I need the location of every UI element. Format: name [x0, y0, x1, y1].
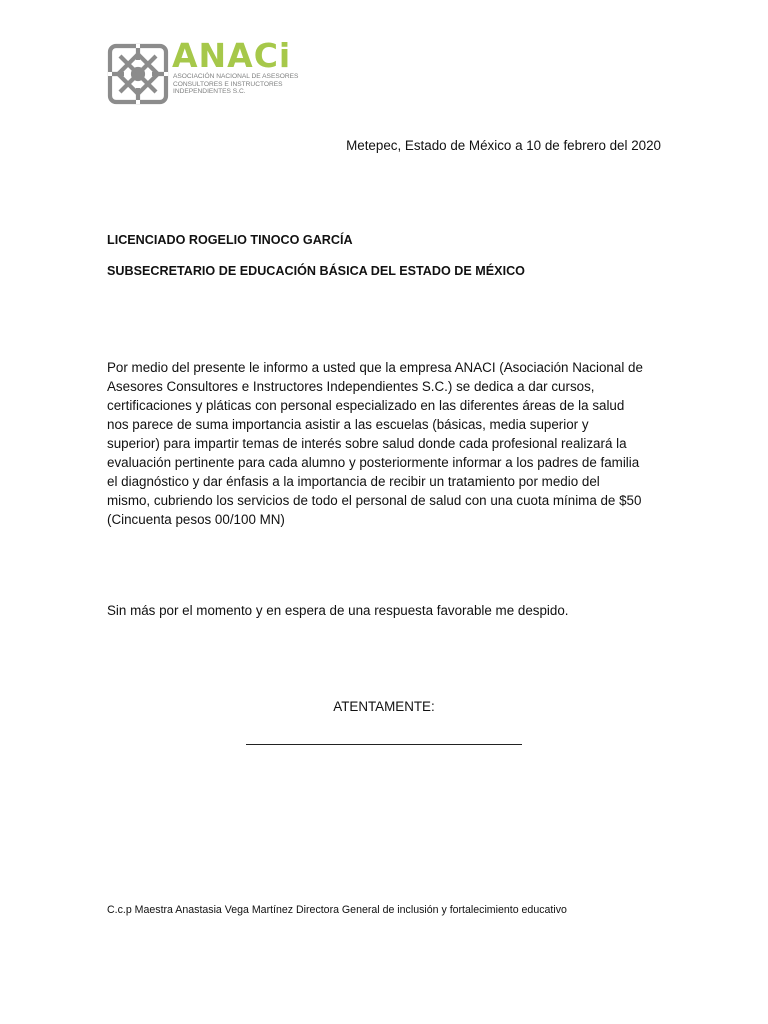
recipient-title: SUBSECRETARIO DE EDUCACIÓN BÁSICA DEL ESTADO DE MÉXICO — [107, 264, 525, 278]
brand-subtitle-line: CONSULTORES E INSTRUCTORES — [173, 80, 283, 88]
brand-subtitle — [173, 73, 298, 96]
body-line: mismo, cubriendo los servicios de todo el personal de salud con una cuota mínima de $50 — [107, 493, 642, 508]
carbon-copy-note: C.c.p Maestra Anastasia Vega Martínez Directora General de inclusión y fortalecimiento educativo — [107, 904, 567, 916]
letter-body — [107, 358, 667, 529]
anaci-logo — [106, 36, 306, 108]
brand-subtitle-line: INDEPENDIENTES S.C. — [173, 88, 246, 96]
body-line: Asesores Consultores e Instructores Independientes S.C.) se dedica a dar cursos, — [107, 379, 595, 394]
closing-sentence: Sin más por el momento y en espera de una respuesta favorable me despido. — [107, 603, 569, 618]
recipient-name: LICENCIADO ROGELIO TINOCO GARCÍA — [107, 233, 353, 247]
body-line: el diagnóstico y dar énfasis a la importancia de recibir un tratamiento por medio del — [107, 474, 600, 489]
brand-wordmark: ANACi — [172, 36, 292, 75]
body-line: nos parece de suma importancia asistir a las escuelas (básicas, media superior y — [107, 417, 589, 432]
knot-emblem-icon — [106, 42, 170, 106]
body-line: Por medio del presente le informo a usted que la empresa ANACI (Asociación Nacional de — [107, 360, 643, 375]
signoff: ATENTAMENTE: — [333, 699, 435, 714]
body-line: certificaciones y pláticas con personal especializado en las diferentes áreas de la salud — [107, 398, 625, 413]
place-date: Metepec, Estado de México a 10 de febrero del 2020 — [346, 138, 661, 153]
body-line: superior) para impartir temas de interés sobre salud donde cada profesional realizará la — [107, 436, 627, 451]
body-line: evaluación pertinente para cada alumno y posteriormente informar a los padres de familia — [107, 455, 640, 470]
body-line: (Cincuenta pesos 00/100 MN) — [107, 512, 285, 527]
signature-line — [246, 744, 522, 745]
brand-subtitle-line: ASOCIACIÓN NACIONAL DE ASESORES — [173, 73, 299, 80]
